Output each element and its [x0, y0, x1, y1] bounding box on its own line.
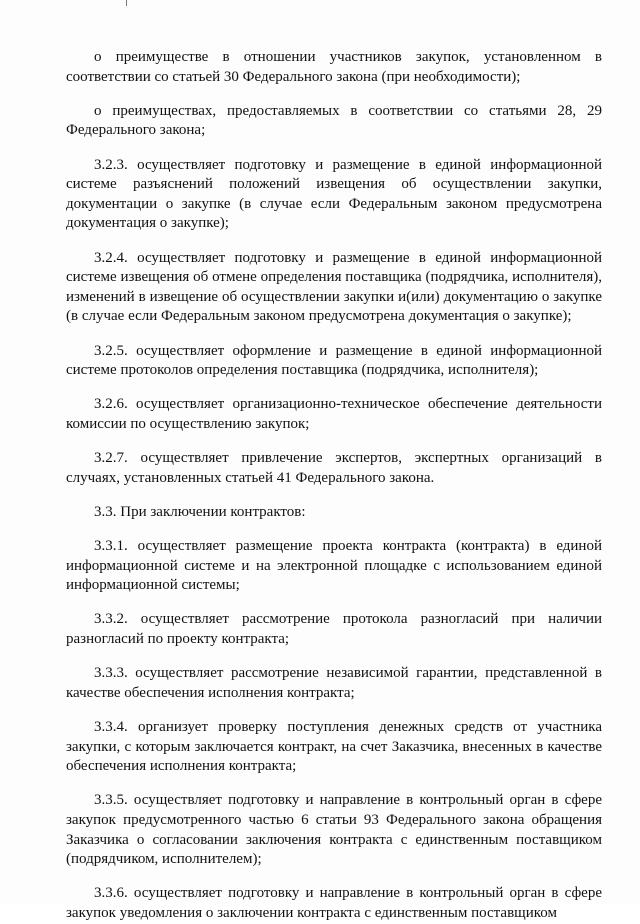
paragraph-3-2-6: 3.2.6. осуществляет организационно-техническое обеспечение деятельности комиссии по осуществлению закупок;	[66, 396, 602, 432]
paragraph-3-3-1: 3.3.1. осуществляет размещение проекта контракта (контракта) в единой информационной системе и на электронной площадке с использованием единой информационной системы;	[66, 538, 602, 594]
paragraph-3-3-5: 3.3.5. осуществляет подготовку и направление в контрольный орган в сфере закупок предусмотренного частью 6 статьи 93 Федерального закона обращения Заказчика о согласовании заключения контракта с единственным поставщиком (подрядчиком, исполнителем);	[66, 792, 602, 868]
paragraph-3-2-4: 3.2.4. осуществляет подготовку и размещение в единой информационной системе извещения об отмене определения поставщика (подрядчика, исполнителя), изменений в извещение об осуществлении закупки и(или) документацию о закупке (в случае если Федеральным законом предусмотрена документация о закупке);	[66, 249, 602, 325]
paragraph-3-3-2: 3.3.2. осуществляет рассмотрение протокола разногласий при наличии разногласий по проекту контракта;	[66, 611, 602, 647]
paragraph-preference-article-30: о преимуществе в отношении участников закупок, установленном в соответствии со статьей 30 Федерального закона (при необходимости);	[66, 49, 602, 85]
paragraph-3-2-7: 3.2.7. осуществляет привлечение экспертов, экспертных организаций в случаях, установленных статьей 41 Федерального закона.	[66, 450, 602, 486]
paragraph-3-3-3: 3.3.3. осуществляет рассмотрение независимой гарантии, представленной в качестве обеспечения исполнения контракта;	[66, 665, 602, 701]
document-body	[66, 48, 602, 924]
paragraph-3-3-4: 3.3.4. организует проверку поступления денежных средств от участника закупки, с которым заключается контракт, на счет Заказчика, внесенных в качестве обеспечения исполнения контракта;	[66, 718, 602, 775]
paragraph-3-2-5: 3.2.5. осуществляет оформление и размещение в единой информационной системе протоколов определения поставщика (подрядчика, исполнителя);	[66, 342, 602, 379]
scan-artifact	[126, 0, 127, 6]
paragraph-3-2-3: 3.2.3. осуществляет подготовку и размещение в единой информационной системе разъяснений положений извещения об осуществлении закупки, документации о закупке (в случае если Федеральным законом предусмотрена документация о закупке);	[66, 156, 602, 232]
paragraph-3-3-6: 3.3.6. осуществляет подготовку и направление в контрольный орган в сфере закупок уведомления о заключении контракта с единственным поставщиком	[66, 885, 602, 921]
section-heading-3-3: 3.3. При заключении контрактов:	[94, 503, 306, 520]
paragraph-preferences-articles-28-29: о преимуществах, предоставляемых в соответствии со статьями 28, 29 Федерального закона;	[66, 102, 602, 139]
